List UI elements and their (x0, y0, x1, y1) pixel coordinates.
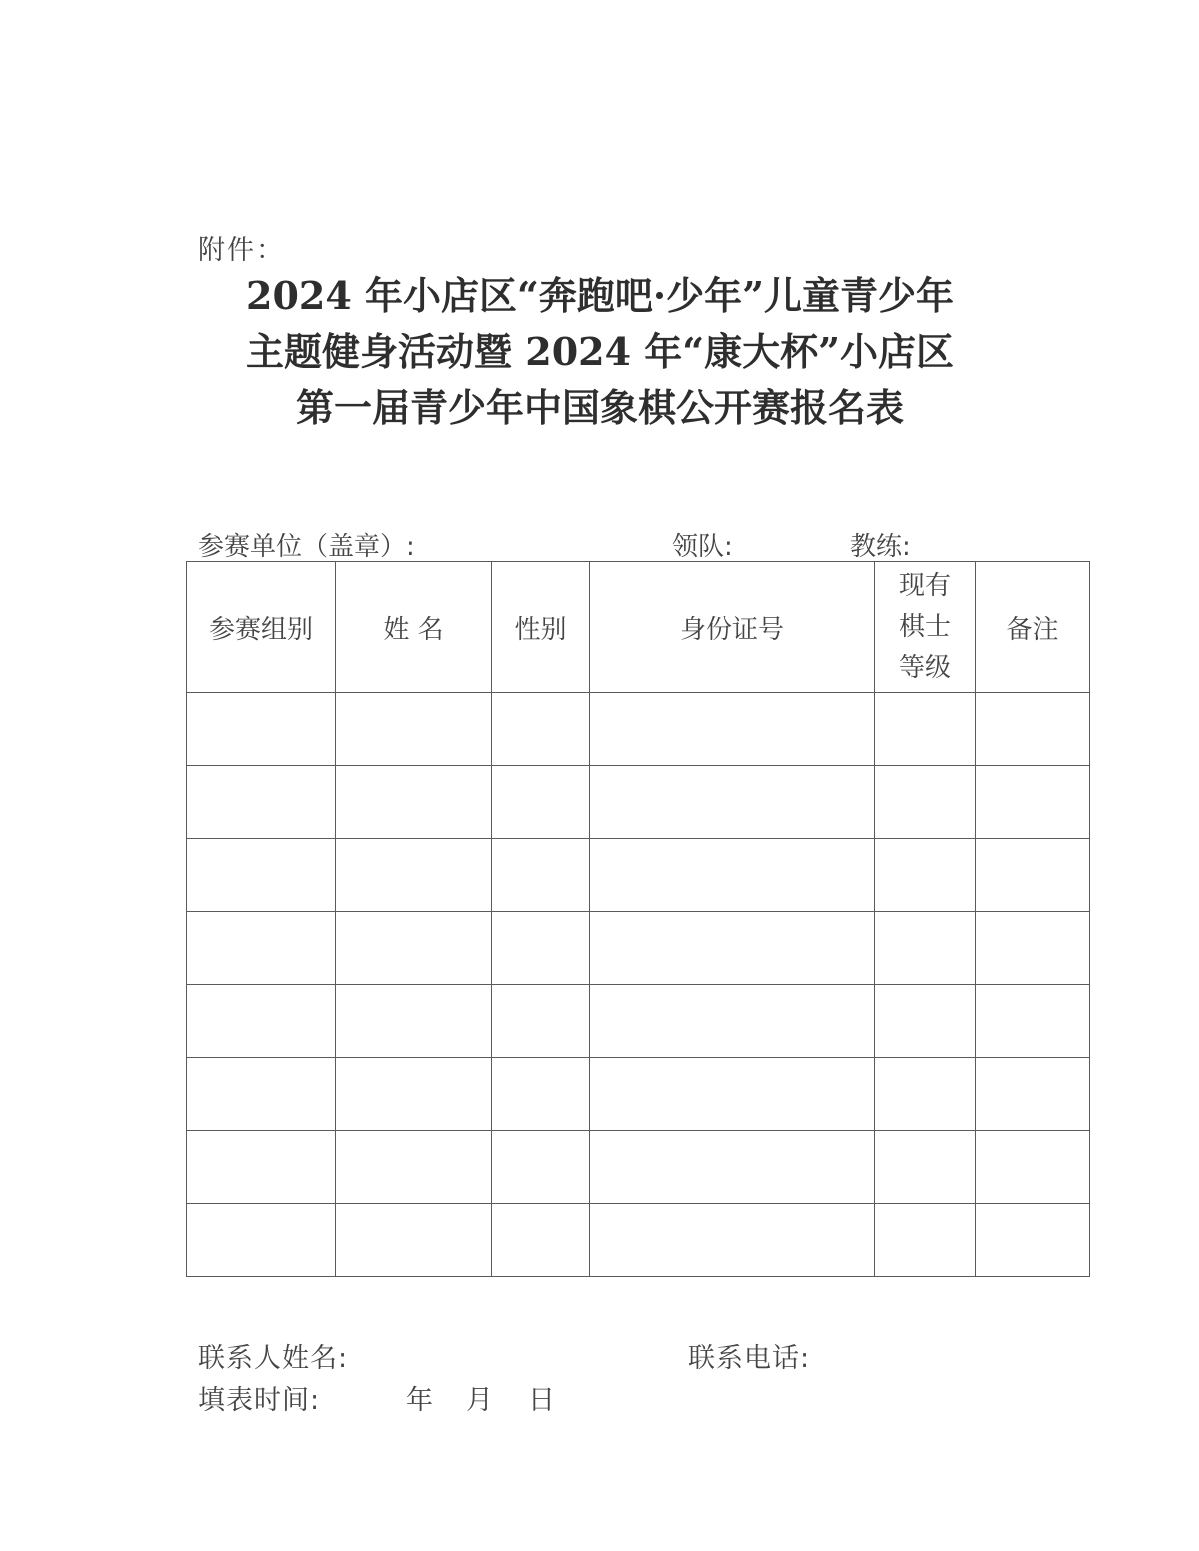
cell-chess-level[interactable] (875, 766, 976, 839)
table-row (187, 1131, 1090, 1204)
cell-id-number[interactable] (590, 912, 875, 985)
table-row (187, 839, 1090, 912)
cell-group[interactable] (187, 1058, 336, 1131)
table-row (187, 766, 1090, 839)
cell-group[interactable] (187, 1131, 336, 1204)
cell-remarks[interactable] (976, 1131, 1090, 1204)
cell-gender[interactable] (492, 766, 590, 839)
cell-gender[interactable] (492, 1131, 590, 1204)
fill-day-label: 日 (528, 1385, 556, 1416)
cell-gender[interactable] (492, 912, 590, 985)
cell-id-number[interactable] (590, 1204, 875, 1277)
table-row (187, 1204, 1090, 1277)
registration-table (186, 561, 1090, 1277)
cell-chess-level[interactable] (875, 912, 976, 985)
cell-remarks[interactable] (976, 766, 1090, 839)
unit-label: 参赛单位（盖章）: (198, 532, 415, 562)
cell-name[interactable] (336, 1131, 492, 1204)
fill-time-label: 填表时间: (198, 1385, 321, 1416)
header-group: 参赛组别 (187, 562, 336, 693)
cell-gender[interactable] (492, 1204, 590, 1277)
cell-group[interactable] (187, 1204, 336, 1277)
header-chess-level (875, 562, 976, 693)
contact-name-label: 联系人姓名: (198, 1343, 349, 1374)
header-remarks: 备注 (976, 562, 1090, 693)
leader-label: 领队: (672, 532, 733, 562)
cell-chess-level[interactable] (875, 1058, 976, 1131)
cell-gender[interactable] (492, 985, 590, 1058)
cell-name[interactable] (336, 1204, 492, 1277)
table-row (187, 1058, 1090, 1131)
cell-gender[interactable] (492, 1058, 590, 1131)
fill-month-label: 月 (466, 1385, 494, 1416)
cell-id-number[interactable] (590, 1058, 875, 1131)
cell-name[interactable] (336, 985, 492, 1058)
cell-chess-level[interactable] (875, 839, 976, 912)
title-line-1: 2024 年小店区“奔跑吧·少年”儿童青少年 (246, 273, 954, 318)
cell-group[interactable] (187, 985, 336, 1058)
table-row (187, 985, 1090, 1058)
cell-gender[interactable] (492, 693, 590, 766)
cell-remarks[interactable] (976, 1058, 1090, 1131)
cell-name[interactable] (336, 693, 492, 766)
cell-group[interactable] (187, 912, 336, 985)
header-gender: 性别 (492, 562, 590, 693)
cell-id-number[interactable] (590, 766, 875, 839)
table-row (187, 693, 1090, 766)
cell-remarks[interactable] (976, 985, 1090, 1058)
cell-name[interactable] (336, 912, 492, 985)
fill-year-label: 年 (406, 1385, 434, 1416)
table-row (187, 912, 1090, 985)
cell-id-number[interactable] (590, 985, 875, 1058)
header-level-line-3: 等级 (898, 652, 951, 683)
title-line-2: 主题健身活动暨 2024 年“康大杯”小店区 (246, 329, 954, 374)
cell-name[interactable] (336, 1058, 492, 1131)
attachment-label: 附件： (198, 235, 285, 266)
cell-id-number[interactable] (590, 1131, 875, 1204)
cell-group[interactable] (187, 766, 336, 839)
form-title (150, 268, 1050, 436)
cell-chess-level[interactable] (875, 1204, 976, 1277)
cell-remarks[interactable] (976, 693, 1090, 766)
coach-label: 教练: (850, 532, 911, 562)
cell-group[interactable] (187, 693, 336, 766)
cell-remarks[interactable] (976, 912, 1090, 985)
cell-remarks[interactable] (976, 1204, 1090, 1277)
header-name: 姓 名 (336, 562, 492, 693)
contact-phone-label: 联系电话: (688, 1343, 811, 1374)
header-level-line-2: 棋士 (898, 611, 951, 642)
header-id-number: 身份证号 (590, 562, 875, 693)
cell-id-number[interactable] (590, 693, 875, 766)
cell-chess-level[interactable] (875, 693, 976, 766)
cell-name[interactable] (336, 839, 492, 912)
cell-name[interactable] (336, 766, 492, 839)
title-line-3: 第一届青少年中国象棋公开赛报名表 (295, 385, 904, 430)
cell-chess-level[interactable] (875, 985, 976, 1058)
cell-chess-level[interactable] (875, 1131, 976, 1204)
cell-id-number[interactable] (590, 839, 875, 912)
cell-group[interactable] (187, 839, 336, 912)
header-level-line-1: 现有 (898, 570, 951, 601)
table-header-row (187, 562, 1090, 693)
cell-gender[interactable] (492, 839, 590, 912)
cell-remarks[interactable] (976, 839, 1090, 912)
